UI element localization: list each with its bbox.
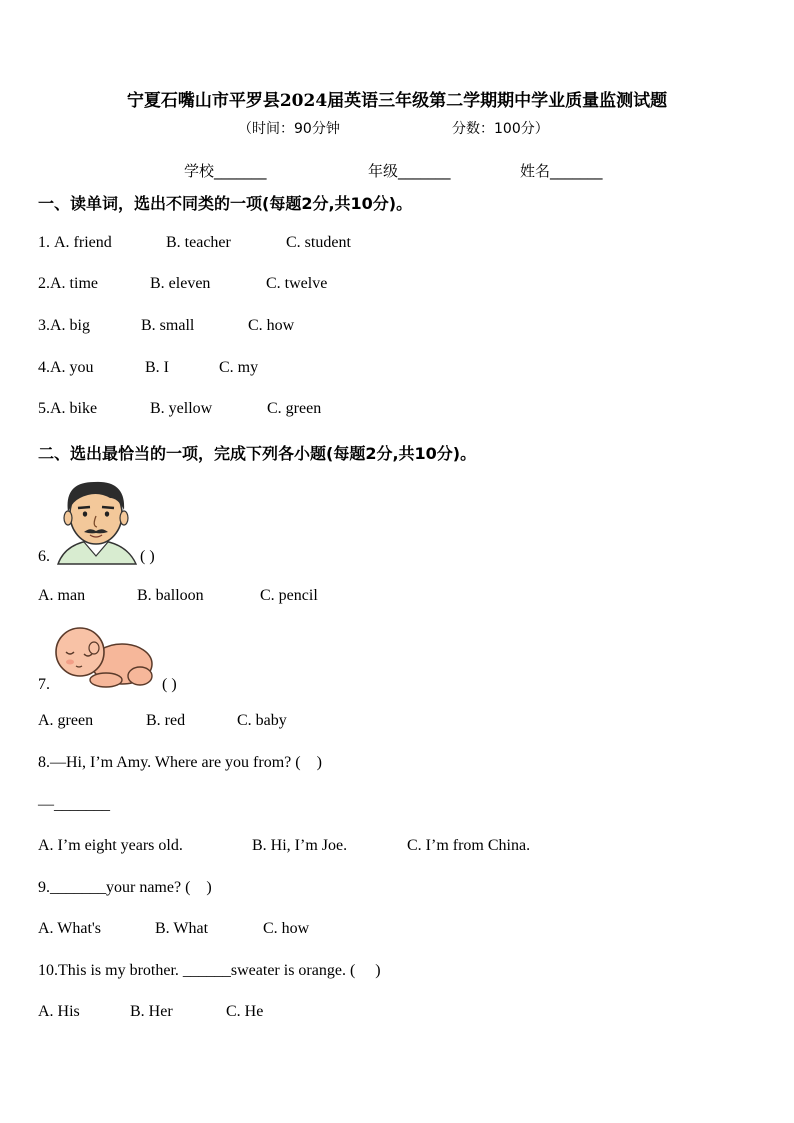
option-c: C. green [267, 400, 322, 417]
school-field: 学校_______ [184, 162, 267, 180]
option-a: A. His [38, 1003, 80, 1020]
option-c: C. how [248, 317, 295, 334]
option-a: A. green [38, 712, 94, 729]
question-4 [38, 359, 258, 377]
question-9-options [38, 920, 309, 938]
option-a: A. bike [50, 400, 98, 417]
time-info: （时间：90分钟 [238, 121, 340, 137]
section2-heading: 二、选出最恰当的一项，完成下列各小题(每题2分,共10分)。 [38, 444, 477, 463]
question-10-options [38, 1003, 263, 1021]
question-number: 6. [38, 548, 50, 565]
option-b: B. eleven [150, 275, 211, 292]
section1-heading: 一、读单词，选出不同类的一项(每题2分,共10分)。 [38, 194, 413, 213]
page-title: 宁夏石嘴山市平罗县2024届英语三年级第二学期期中学业质量监测试题 [126, 91, 668, 111]
option-b: B. yellow [150, 400, 213, 417]
question-2 [38, 275, 327, 293]
question-7-options [38, 712, 287, 730]
name-field: 姓名_______ [520, 162, 603, 180]
option-a: A. I’m eight years old. [38, 837, 183, 854]
answer-paren: ( ) [140, 548, 155, 565]
question-number: 1. [38, 234, 54, 251]
option-c: C. He [226, 1003, 264, 1020]
option-a: A. time [50, 275, 98, 292]
question-3 [38, 317, 294, 335]
question-8: 8.—Hi, I’m Amy. Where are you from? ( ) [38, 754, 322, 771]
option-b: B. balloon [137, 587, 204, 604]
grade-field: 年级_______ [368, 162, 451, 180]
question-9: 9._______your name? ( ) [38, 879, 212, 896]
option-c: C. my [219, 359, 259, 376]
option-c: C. baby [237, 712, 287, 729]
question-number: 7. [38, 676, 50, 693]
question-number: 4. [38, 359, 50, 376]
option-c: C. pencil [260, 587, 318, 604]
option-a: A. friend [54, 234, 112, 251]
question-5 [38, 400, 321, 418]
question-number: 3. [38, 317, 50, 334]
score-info: 分数：100分） [452, 121, 549, 137]
option-b: B. Hi, I’m Joe. [252, 837, 348, 854]
option-c: C. how [263, 920, 310, 937]
option-b: B. teacher [166, 234, 231, 251]
option-c: C. I’m from China. [407, 837, 531, 854]
question-1 [38, 234, 351, 252]
question-number: 5. [38, 400, 50, 417]
option-b: B. I [145, 359, 169, 376]
question-number: 2. [38, 275, 50, 292]
question-6-options [38, 587, 318, 605]
option-b: B. red [146, 712, 186, 729]
option-c: C. student [286, 234, 351, 251]
question-8-options [38, 837, 530, 855]
option-a: A. What's [38, 920, 102, 937]
question-8-answer-blank: —_______ [38, 796, 110, 813]
option-b: B. small [141, 317, 195, 334]
option-a: A. man [38, 587, 86, 604]
option-b: B. What [155, 920, 209, 937]
option-c: C. twelve [266, 275, 328, 292]
option-a: A. you [50, 359, 94, 376]
answer-paren: ( ) [162, 676, 177, 693]
option-a: A. big [50, 317, 90, 334]
question-6 [38, 548, 155, 566]
question-10: 10.This is my brother. ______sweater is orange. ( ) [38, 962, 381, 979]
option-b: B. Her [130, 1003, 173, 1020]
question-7 [38, 676, 177, 694]
